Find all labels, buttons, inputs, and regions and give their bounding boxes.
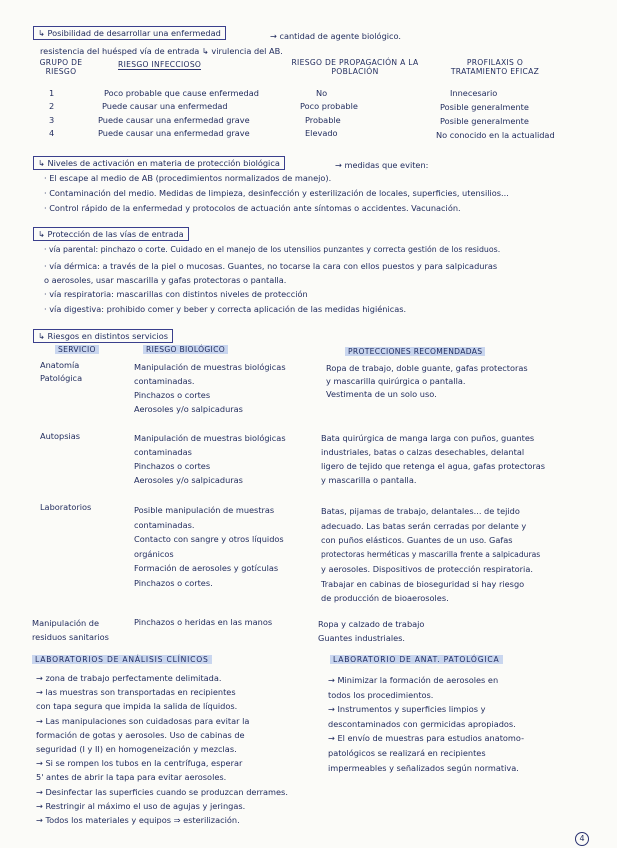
s5-left-11: → Todos los materiales y equipos ⇒ esterilización. [36,815,240,826]
s4-row4-servicio [32,616,109,644]
s2-title: ↳ Niveles de activación en materia de protección biológica [33,156,285,170]
s4-title: ↳ Riesgos en distintos servicios [33,329,173,343]
s4-row4-servicio-2: residuos sanitarios [32,632,109,642]
s4-row3-proteccion [321,504,540,606]
s5-left-1: → zona de trabajo perfectamente delimitada. [36,673,222,683]
s1-r1-prof: Innecesario [450,88,498,98]
s2-tail: → medidas que eviten: [335,160,429,170]
s4-row3-servicio [40,502,91,512]
s3-line-3: o aerosoles, usar mascarilla y gafas protectoras o pantalla. [44,275,287,285]
s1-r2-prop: Poco probable [300,101,358,111]
s1-r4-prof: No conocido en la actualidad [436,130,555,140]
s1-r1-riesgo: Poco probable que cause enfermedad [104,88,259,98]
s1-r4-grupo: 4 [49,128,55,138]
s5-left-4: → Las manipulaciones son cuidadosas para evitar la [36,715,250,726]
s4-row1-servicio-1: Anatomía [40,360,80,370]
s1-r4-prop: Elevado [305,128,338,138]
s4-row3-prot-6: Trabajar en cabinas de bioseguridad si hay riesgo [321,578,525,589]
page-number: 4 [575,832,589,846]
s1-header-grupo: GRUPO DE RIESGO [39,58,83,77]
s4-row2-riesgo-3: Pinchazos o cortes [134,461,211,471]
s5-left-title: LABORATORIOS DE ANÁLISIS CLÍNICOS [32,655,212,664]
s4-row1-servicio-2: Patológica [40,373,83,384]
s4-row1-riesgo-2: contaminadas. [134,376,195,386]
s1-line2: resistencia del huésped vía de entrada ↳ virulencia del AB. [40,46,283,56]
s5-right-4: descontaminados con germicidas apropiados. [328,718,516,729]
s5-left-8: 5' antes de abrir la tapa para evitar aerosoles. [36,772,227,783]
s4-row3-prot-7: de producción de bioaerosoles. [321,593,449,603]
s4-row4-riesgo-1: Pinchazos o heridas en las manos [134,617,273,627]
s4-row1-riesgo-4: Aerosoles y/o salpicaduras [134,404,243,414]
s4-row2-prot-4: y mascarilla o pantalla. [321,475,417,485]
s4-row3-riesgo-1: Posible manipulación de muestras [134,505,275,515]
s3-line-5: · vía digestiva: prohibido comer y beber y correcta aplicación de las medidas higiénicas. [44,304,407,314]
s4-row2-riesgo-2: contaminadas [134,447,192,457]
s5-left-5: formación de gotas y aerosoles. Uso de cabinas de [36,729,245,740]
s4-row3-riesgo-4: orgánicos [134,548,174,559]
s1-header-profilaxis: PROFILAXIS O TRATAMIENTO EFICAZ [450,58,540,77]
s4-row3-riesgo-6: Pinchazos o cortes. [134,577,213,588]
s1-header-propagacion: RIESGO DE PROPAGACIÓN A LA POBLACIÓN [291,58,419,77]
s4-row2-servicio [40,431,80,441]
s1-r3-riesgo: Puede causar una enfermedad grave [98,115,250,125]
s5-right-7: impermeables y señalizados según normativa. [328,762,519,773]
s1-r3-grupo: 3 [49,115,55,125]
s4-row3-prot-5: y aerosoles. Dispositivos de protección respiratoria. [321,564,533,574]
s4-row1-prot-3: Vestimenta de un solo uso. [326,389,437,399]
s5-left-6: seguridad (I y II) en homogeneización y mezclas. [36,744,237,755]
s4-row3-prot-1: Batas, pijamas de trabajo, delantales... de tejido [321,506,520,516]
s1-r2-prof: Posible generalmente [440,102,529,112]
s4-row2-riesgo [134,431,286,487]
s2-bullet-1: · El escape al medio de AB (procedimientos normalizados de manejo). [44,173,332,183]
s4-row2-prot-1: Bata quirúrgica de manga larga con puños, guantes [321,433,535,443]
s5-left-list [36,671,288,827]
s4-row2-riesgo-1: Manipulación de muestras biológicas [134,433,286,443]
s1-r2-riesgo: Puede causar una enfermedad [102,101,228,111]
s4-row3-riesgo-2: contaminadas. [134,519,195,530]
s4-row1-servicio [40,360,82,384]
s3-title: ↳ Protección de las vías de entrada [33,227,189,241]
s4-row2-prot-3: ligero de tejido que retenga el agua, gafas protectoras [321,461,546,471]
s4-row2-proteccion [321,431,545,487]
s5-left-7: → Si se rompen los tubos en la centrífuga, esperar [36,758,243,769]
s3-line-4: · vía respiratoria: mascarillas con distintos niveles de protección [44,289,308,299]
s4-row4-prot-2: Guantes industriales. [318,633,406,643]
s3-line-2: · vía dérmica: a través de la piel o mucosas. Guantes, no tocarse la cara con ellos puestos y para salpicaduras [44,261,498,271]
s5-left-10: → Restringir al máximo el uso de agujas y jeringas. [36,800,246,811]
s4-row4-proteccion [318,617,424,645]
s4-row1-prot-2: y mascarilla quirúrgica o pantalla. [326,376,466,386]
s5-left-2: → las muestras son transportadas en recipientes [36,687,236,698]
s4-row4-riesgo [134,617,272,627]
s1-title: ↳ Posibilidad de desarrollar una enfermedad [33,26,226,40]
s4-row4-servicio-1: Manipulación de [32,618,100,628]
s4-row3-riesgo-3: Contacto con sangre y otros líquidos [134,534,284,544]
s4-row2-prot-2: industriales, batas o calzas desechables, delantal [321,447,525,457]
s4-header-protecciones: PROTECCIONES RECOMENDADAS [345,347,485,356]
s4-row2-riesgo-4: Aerosoles y/o salpicaduras [134,475,243,485]
s4-row3-riesgo-5: Formación de aerosoles y gotículas [134,563,279,573]
s4-row1-proteccion [326,362,528,401]
s2-bullet-3: · Control rápido de la enfermedad y protocolos de actuación ante síntomas o accidentes. Vacunación. [44,203,461,213]
s5-right-5: → El envío de muestras para estudios anatomo- [328,733,525,744]
s5-right-3: → Instrumentos y superficies limpios y [328,704,486,715]
s1-r1-prop: No [316,88,328,98]
s4-row4-prot-1: Ropa y calzado de trabajo [318,619,425,629]
s1-tail: → cantidad de agente biológico. [270,31,402,41]
s1-r1-grupo: 1 [49,88,55,98]
s1-r3-prop: Probable [305,115,341,125]
s5-right-list [328,673,524,775]
s4-row1-prot-1: Ropa de trabajo, doble guante, gafas protectoras [326,363,528,373]
s1-r3-prof: Posible generalmente [440,116,529,126]
s5-right-2: todos los procedimientos. [328,689,434,700]
s4-row1-riesgo [134,360,286,416]
s4-row2-servicio-1: Autopsias [40,431,81,441]
s1-r2-grupo: 2 [49,101,55,111]
s4-row3-riesgo [134,503,284,590]
s1-header-riesgo: RIESGO INFECCIOSO [118,60,202,69]
s5-left-9: → Desinfectar las superficies cuando se produzcan derrames. [36,786,288,797]
s2-bullet-2: · Contaminación del medio. Medidas de limpieza, desinfección y esterilización de locales, superficies, utensilios... [44,188,509,198]
s5-right-6: patológicos se realizará en recipientes [328,747,486,758]
s4-row3-prot-3: con puños elásticos. Guantes de un uso. Gafas [321,535,513,545]
s4-row1-riesgo-3: Pinchazos o cortes [134,390,211,400]
s5-right-1: → Minimizar la formación de aerosoles en [328,675,499,685]
s4-row3-servicio-1: Laboratorios [40,502,92,512]
s1-r4-riesgo: Puede causar una enfermedad grave [98,128,250,138]
s5-left-3: con tapa segura que impida la salida de líquidos. [36,701,238,712]
s3-line-1: · vía parental: pinchazo o corte. Cuidado en el manejo de los utensilios punzantes y correcta gestión de los residuos. [44,245,501,254]
s4-row1-riesgo-1: Manipulación de muestras biológicas [134,362,286,372]
s5-right-title: LABORATORIO DE ANAT. PATOLÓGICA [330,655,503,664]
s4-header-riesgo: RIESGO BIOLÓGICO [143,345,228,354]
s4-row3-prot-4: protectoras herméticas y mascarilla frente a salpicaduras [321,549,541,559]
s4-header-servicio: SERVICIO [55,345,99,354]
s4-row3-prot-2: adecuado. Las batas serán cerradas por delante y [321,520,527,531]
